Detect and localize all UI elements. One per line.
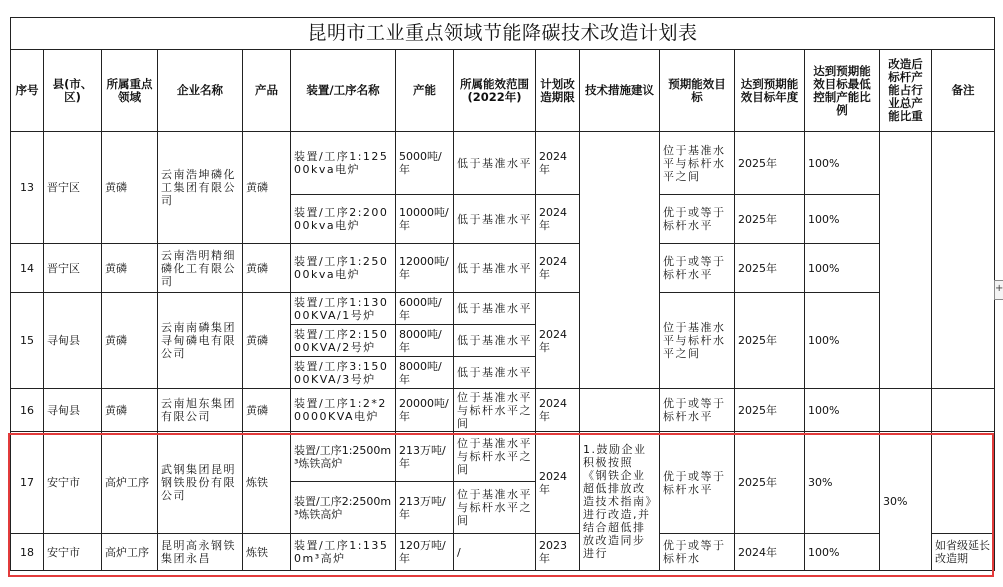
- row15-range-2: 低于基准水平: [454, 325, 536, 357]
- row18-field: 高炉工序: [102, 534, 158, 571]
- row18-expected: 优于或等于标杆水: [660, 534, 735, 571]
- row13-plan-2: 2024年: [536, 195, 580, 244]
- row15-year: 2025年: [735, 293, 805, 389]
- row14-seq: 14: [11, 244, 44, 293]
- row17-expected: 优于或等于标杆水平: [660, 432, 735, 534]
- row18-range: /: [454, 534, 536, 571]
- row18-product: 炼铁: [243, 534, 291, 571]
- row15-company: 云南南磷集团寻甸磷电有限公司: [158, 293, 243, 389]
- row17-seq: 17: [11, 432, 44, 534]
- row15-field: 黄磷: [102, 293, 158, 389]
- row18-device: 装置/工序1:1350m³高炉: [291, 534, 396, 571]
- row13-year-1: 2025年: [735, 132, 805, 195]
- row17-capacity-2: 213万吨/年: [396, 482, 454, 534]
- row13-company: 云南浩坤磷化工集团有限公司: [158, 132, 243, 244]
- row18-company: 昆明高永钢铁集团永昌: [158, 534, 243, 571]
- row14-product: 黄磷: [243, 244, 291, 293]
- row15-expected: 位于基准水平与标杆水平之间: [660, 293, 735, 389]
- header-expected: 预期能效目标: [660, 50, 735, 132]
- row16-plan: 2024年: [536, 389, 580, 432]
- header-plan-period: 计划改造期限: [536, 50, 580, 132]
- row17-company: 武钢集团昆明钢铁股份有限公司: [158, 432, 243, 534]
- row18-county: 安宁市: [44, 534, 102, 571]
- row14-year: 2025年: [735, 244, 805, 293]
- expand-handle-icon[interactable]: +: [994, 280, 1003, 300]
- note-empty-top: [932, 132, 995, 389]
- row18-year: 2024年: [735, 534, 805, 571]
- table-title: 昆明市工业重点领域节能降碳技术改造计划表: [11, 18, 995, 50]
- row16-year: 2025年: [735, 389, 805, 432]
- row15-county: 寻甸县: [44, 293, 102, 389]
- row17-ratio: 30%: [805, 432, 880, 534]
- row14-device: 装置/工序1:25000kva电炉: [291, 244, 396, 293]
- row17-device-2: 装置/工序2:2500m³炼铁高炉: [291, 482, 396, 534]
- row14-expected: 优于或等于标杆水平: [660, 244, 735, 293]
- row15-seq: 15: [11, 293, 44, 389]
- row17-field: 高炉工序: [102, 432, 158, 534]
- row17-county: 安宁市: [44, 432, 102, 534]
- row16-seq: 16: [11, 389, 44, 432]
- row15-range-1: 低于基准水平: [454, 293, 536, 325]
- header-field: 所属重点领域: [102, 50, 158, 132]
- row17-plan: 2024年: [536, 432, 580, 534]
- row13-year-2: 2025年: [735, 195, 805, 244]
- measures-text: 1.鼓励企业积极按照《钢铁企业超低排放改造技术指南》进行改造,并结合超低排放改造同步进行: [580, 432, 660, 571]
- header-capacity: 产能: [396, 50, 454, 132]
- header-target-year: 达到预期能效目标年度: [735, 50, 805, 132]
- row18-plan: 2023年: [536, 534, 580, 571]
- row13-seq: 13: [11, 132, 44, 244]
- row17-year: 2025年: [735, 432, 805, 534]
- row14-field: 黄磷: [102, 244, 158, 293]
- post-ratio-empty-16: [880, 389, 932, 432]
- row17-product: 炼铁: [243, 432, 291, 534]
- note-empty-17: [932, 432, 995, 534]
- row13-capacity-2: 10000吨/年: [396, 195, 454, 244]
- row13-ratio-1: 100%: [805, 132, 880, 195]
- header-device: 装置/工序名称: [291, 50, 396, 132]
- row15-capacity-3: 8000吨/年: [396, 357, 454, 389]
- row15-product: 黄磷: [243, 293, 291, 389]
- row13-county: 晋宁区: [44, 132, 102, 244]
- row15-capacity-2: 8000吨/年: [396, 325, 454, 357]
- header-product: 产品: [243, 50, 291, 132]
- row14-company: 云南浩明精细磷化工有限公司: [158, 244, 243, 293]
- row14-plan: 2024年: [536, 244, 580, 293]
- row17-capacity-1: 213万吨/年: [396, 432, 454, 482]
- row17-range-1: 位于基准水平与标杆水平之间: [454, 432, 536, 482]
- row15-capacity-1: 6000吨/年: [396, 293, 454, 325]
- row14-ratio: 100%: [805, 244, 880, 293]
- row14-county: 晋宁区: [44, 244, 102, 293]
- row15-device-1: 装置/工序1:13000KVA/1号炉: [291, 293, 396, 325]
- post-ratio-value: 30%: [880, 432, 932, 571]
- row16-capacity: 20000吨/年: [396, 389, 454, 432]
- row16-county: 寻甸县: [44, 389, 102, 432]
- row13-range-2: 低于基准水平: [454, 195, 536, 244]
- header-note: 备注: [932, 50, 995, 132]
- row17-device-1: 装置/工序1:2500m³炼铁高炉: [291, 432, 396, 482]
- row13-capacity-1: 5000吨/年: [396, 132, 454, 195]
- row18-seq: 18: [11, 534, 44, 571]
- header-company: 企业名称: [158, 50, 243, 132]
- row14-capacity: 12000吨/年: [396, 244, 454, 293]
- header-measures: 技术措施建议: [580, 50, 660, 132]
- row16-range: 位于基准水平与标杆水平之间: [454, 389, 536, 432]
- row16-company: 云南旭东集团有限公司: [158, 389, 243, 432]
- header-post-ratio: 改造后标杆产能占行业总产能比重: [880, 50, 932, 132]
- row16-device: 装置/工序1:2*20000KVA电炉: [291, 389, 396, 432]
- row13-field: 黄磷: [102, 132, 158, 244]
- row15-ratio: 100%: [805, 293, 880, 389]
- row15-device-3: 装置/工序3:15000KVA/3号炉: [291, 357, 396, 389]
- row13-device-2: 装置/工序2:20000kva电炉: [291, 195, 396, 244]
- row13-plan-1: 2024年: [536, 132, 580, 195]
- post-ratio-empty-top: [880, 132, 932, 389]
- header-seq: 序号: [11, 50, 44, 132]
- row14-range: 低于基准水平: [454, 244, 536, 293]
- row16-product: 黄磷: [243, 389, 291, 432]
- row18-capacity: 120万吨/年: [396, 534, 454, 571]
- row15-range-3: 低于基准水平: [454, 357, 536, 389]
- row18-ratio: 100%: [805, 534, 880, 571]
- row13-expected-2: 优于或等于标杆水平: [660, 195, 735, 244]
- measures-empty-top: [580, 132, 660, 389]
- row16-expected: 优于或等于标杆水平: [660, 389, 735, 432]
- row16-ratio: 100%: [805, 389, 880, 432]
- row15-plan: 2024年: [536, 293, 580, 389]
- row13-range-1: 低于基准水平: [454, 132, 536, 195]
- row13-expected-1: 位于基准水平与标杆水平之间: [660, 132, 735, 195]
- header-county: 县(市、区): [44, 50, 102, 132]
- note-empty-16: [932, 389, 995, 432]
- plan-table: [10, 17, 995, 571]
- row15-device-2: 装置/工序2:15000KVA/2号炉: [291, 325, 396, 357]
- row17-range-2: 位于基准水平与标杆水平之间: [454, 482, 536, 534]
- row16-field: 黄磷: [102, 389, 158, 432]
- row13-ratio-2: 100%: [805, 195, 880, 244]
- row18-note: 如省级延长改造期: [932, 534, 995, 571]
- header-range: 所属能效范围(2022年): [454, 50, 536, 132]
- row13-product: 黄磷: [243, 132, 291, 244]
- row13-device-1: 装置/工序1:12500kva电炉: [291, 132, 396, 195]
- header-min-ratio: 达到预期能效目标最低控制产能比例: [805, 50, 880, 132]
- measures-empty-16: [580, 389, 660, 432]
